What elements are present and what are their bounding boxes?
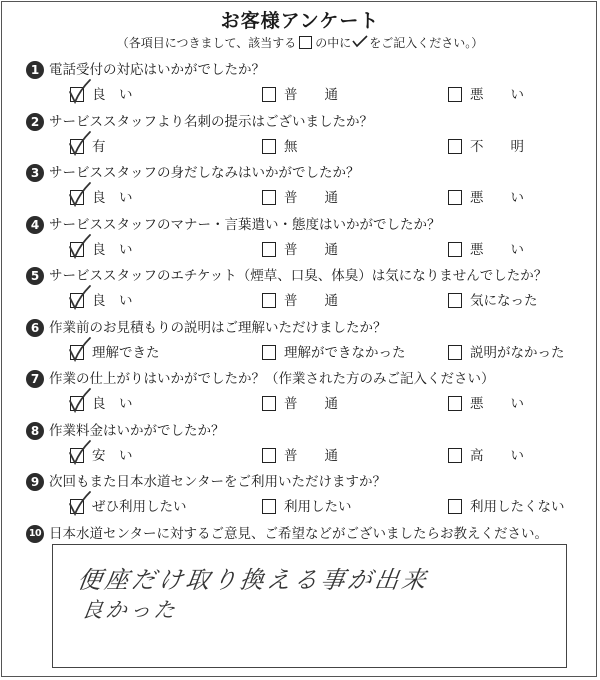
instruction-text-2: の中に (315, 36, 352, 50)
question-text: サービススタッフより名刺の提示はございましたか？ (49, 113, 373, 130)
checkmark-icon (66, 284, 92, 312)
checkmark-icon (66, 130, 92, 158)
survey-title: お客様アンケート (220, 10, 380, 32)
checkbox[interactable] (448, 242, 462, 257)
option-label: 有 (92, 138, 106, 155)
checkbox[interactable] (448, 396, 462, 411)
checkbox[interactable] (448, 293, 462, 308)
question-number-badge: 5 (26, 267, 44, 285)
option-label: 理解できた (92, 344, 160, 361)
instruction-text-1: （各項目につきまして、該当する (116, 36, 297, 50)
option-label: 良 い (92, 241, 133, 258)
question-number-badge: 6 (26, 319, 44, 337)
question-number-badge: 10 (26, 525, 44, 543)
question-text: 次回もまた日本水道センターをご利用いただけますか？ (49, 474, 386, 490)
option-label: 普 通 (284, 447, 338, 464)
question-number-badge: 1 (26, 61, 44, 79)
option-label: 良 い (92, 396, 133, 412)
comment-handwriting-line-1: 便座だけ取り換える事が出来 (75, 566, 431, 594)
question-6 (26, 318, 586, 370)
question-text: 日本水道センターに対するご意見、ご希望などがございましたらお教えください。 (49, 525, 548, 542)
checkbox[interactable] (448, 499, 462, 514)
option-label: 普 通 (284, 190, 338, 206)
checkbox[interactable] (262, 87, 276, 102)
checkbox[interactable] (262, 139, 276, 154)
option-label: 悪 い (470, 87, 524, 103)
option-label: ぜひ利用したい (92, 499, 187, 515)
checkbox[interactable] (262, 345, 276, 360)
checkbox[interactable] (448, 190, 462, 205)
question-1 (26, 60, 586, 112)
sample-checkmark-icon (352, 35, 368, 48)
question-7 (26, 369, 586, 421)
checkbox[interactable] (448, 139, 462, 154)
checkbox[interactable] (448, 87, 462, 102)
question-text: サービススタッフのマナー・言葉遣い・態度はいかがでしたか？ (49, 216, 441, 233)
question-number-badge: 3 (26, 164, 44, 182)
checkmark-icon (66, 387, 92, 415)
question-text: 作業料金はいかがでしたか？ (49, 422, 225, 439)
checkbox[interactable] (262, 499, 276, 514)
question-text: 作業前のお見積もりの説明はご理解いただけましたか？ (49, 319, 387, 336)
checkmark-icon (66, 181, 92, 209)
option-label: 理解ができなかった (284, 344, 406, 361)
question-4 (26, 215, 586, 267)
checkmark-icon (66, 336, 92, 364)
checkbox[interactable] (262, 448, 276, 463)
question-text: 電話受付の対応はいかがでしたか？ (49, 62, 265, 78)
question-number-badge: 9 (26, 473, 44, 491)
option-label: 悪 い (470, 241, 524, 258)
option-label: 良 い (92, 293, 133, 309)
checkbox[interactable] (262, 293, 276, 308)
checkbox[interactable] (262, 190, 276, 205)
instruction-text-3: をご記入ください。） (369, 36, 484, 50)
option-label: 普 通 (284, 293, 338, 309)
option-label: 普 通 (284, 396, 338, 412)
option-label: 利用したい (284, 499, 352, 515)
question-8 (26, 421, 586, 473)
checkbox[interactable] (448, 345, 462, 360)
instructions (0, 34, 600, 51)
option-label: 高 い (470, 447, 524, 464)
checkmark-icon (66, 490, 92, 518)
option-label: 良 い (92, 190, 133, 206)
option-label: 良 い (92, 87, 133, 103)
question-2 (26, 112, 586, 164)
question-3 (26, 163, 586, 215)
question-text: サービススタッフの身だしなみはいかがでしたか？ (49, 165, 360, 181)
option-label: 利用したくない (470, 499, 565, 515)
question-number-badge: 4 (26, 216, 44, 234)
question-number-badge: 8 (26, 422, 44, 440)
checkmark-icon (66, 78, 92, 106)
sample-checkbox-icon (299, 36, 312, 49)
option-label: 普 通 (284, 241, 338, 258)
comment-handwriting-line-2: 良かった (80, 598, 180, 622)
question-number-badge: 2 (26, 113, 44, 131)
question-text: サービススタッフのエチケット（煙草、口臭、体臭）は気になりませんでしたか？ (49, 268, 548, 284)
option-label: 気になった (470, 293, 538, 309)
option-label: 悪 い (470, 396, 524, 412)
checkbox[interactable] (448, 448, 462, 463)
checkbox[interactable] (262, 242, 276, 257)
question-text: 作業の仕上がりはいかがでしたか？（作業された方のみご記入ください） (49, 371, 495, 387)
option-label: 悪 い (470, 190, 524, 206)
option-label: 不 明 (470, 138, 524, 155)
checkmark-icon (66, 439, 92, 467)
checkbox[interactable] (262, 396, 276, 411)
checkmark-icon (66, 233, 92, 261)
option-label: 説明がなかった (470, 344, 565, 361)
option-label: 普 通 (284, 87, 338, 103)
option-label: 安 い (92, 447, 133, 464)
option-label: 無 (284, 138, 298, 155)
question-9 (26, 472, 586, 524)
question-number-badge: 7 (26, 370, 44, 388)
question-5 (26, 266, 586, 318)
